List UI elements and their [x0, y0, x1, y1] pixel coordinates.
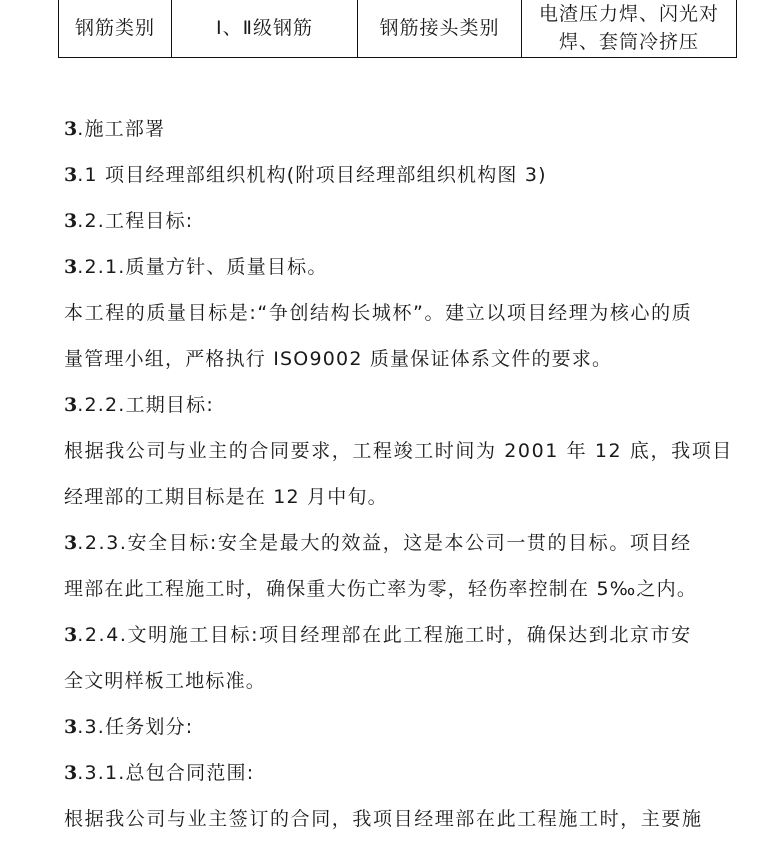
paragraph-line — [64, 665, 754, 711]
joint-types-line-2: 焊、套筒冷挤压 — [558, 31, 699, 53]
paragraph-line — [64, 343, 754, 389]
section-text: .3.任务划分: — [77, 716, 194, 738]
document-body — [64, 113, 754, 849]
joint-types-line-1: 电渣压力焊、闪光对 — [538, 3, 719, 25]
paragraph-text: 根据我公司与业主的合同要求，工程竣工时间为 2001 年 12 底，我项目 — [64, 440, 733, 462]
table-cell-joint-types — [522, 0, 737, 58]
paragraph-text: 理部在此工程施工时，确保重大伤亡率为零，轻伤率控制在 5‰之内。 — [64, 578, 698, 600]
paragraph-text: 全文明样板工地标准。 — [64, 670, 267, 692]
section-text: .2.1.质量方针、质量目标。 — [77, 256, 328, 278]
paragraph-line — [64, 481, 754, 527]
section-number: 3 — [64, 164, 78, 186]
section-number: 3 — [64, 394, 78, 416]
table-row — [59, 0, 737, 58]
paragraph-line — [64, 297, 754, 343]
section-text: .2.4.文明施工目标:项目经理部在此工程施工时，确保达到北京市安 — [77, 624, 692, 646]
section-text: .3.1.总包合同范围: — [77, 762, 255, 784]
paragraph-line — [64, 435, 754, 481]
section-text: .施工部署 — [77, 118, 166, 140]
table-cell-joint-category-label: 钢筋接头类别 — [358, 0, 522, 58]
section-heading — [64, 159, 754, 205]
paragraph-line — [64, 573, 754, 619]
paragraph-line — [64, 803, 754, 849]
section-text: .2.工程目标: — [77, 210, 194, 232]
section-number: 3 — [64, 210, 78, 232]
section-heading — [64, 711, 754, 757]
section-number: 3 — [64, 532, 78, 554]
section-number: 3 — [64, 256, 78, 278]
section-heading — [64, 389, 754, 435]
section-heading — [64, 113, 754, 159]
paragraph-text: 本工程的质量目标是:“争创结构长城杯”。建立以项目经理为核心的质 — [64, 302, 693, 324]
section-heading — [64, 757, 754, 803]
section-text: .2.3.安全目标:安全是最大的效益，这是本公司一贯的目标。项目经 — [77, 532, 692, 554]
section-text: .1 项目经理部组织机构(附项目经理部组织机构图 3) — [77, 164, 547, 186]
section-heading — [64, 619, 754, 665]
section-number: 3 — [64, 624, 78, 646]
paragraph-text: 根据我公司与业主签订的合同，我项目经理部在此工程施工时，主要施 — [64, 808, 703, 830]
section-heading — [64, 205, 754, 251]
paragraph-text: 量管理小组，严格执行 ISO9002 质量保证体系文件的要求。 — [64, 348, 613, 370]
paragraph-text: 经理部的工期目标是在 12 月中旬。 — [64, 486, 388, 508]
table-cell-rebar-category-label: 钢筋类别 — [59, 0, 172, 58]
rebar-spec-table — [58, 0, 737, 58]
section-heading — [64, 251, 754, 297]
section-number: 3 — [64, 716, 78, 738]
section-text: .2.2.工期目标: — [77, 394, 214, 416]
section-number: 3 — [64, 118, 78, 140]
section-heading — [64, 527, 754, 573]
table-cell-rebar-grade: Ⅰ、Ⅱ级钢筋 — [172, 0, 358, 58]
section-number: 3 — [64, 762, 78, 784]
